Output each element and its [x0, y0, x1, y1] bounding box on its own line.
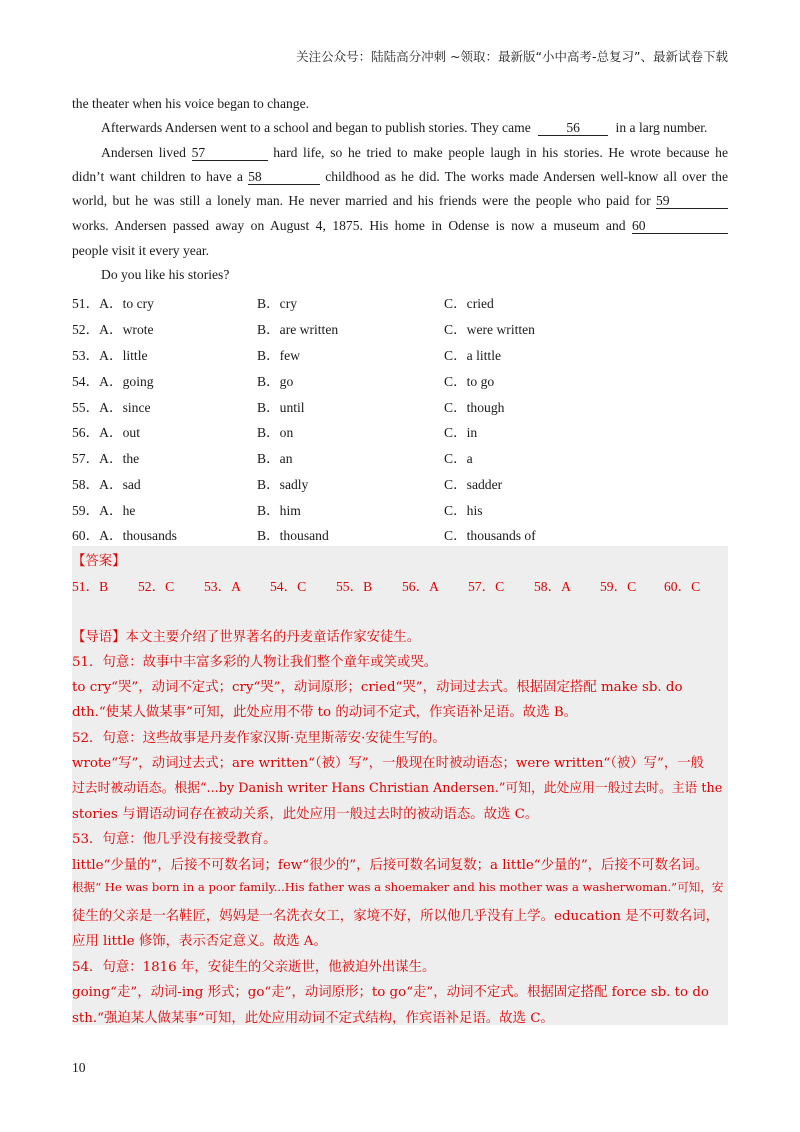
option-a: 55．A．since — [72, 400, 151, 415]
option-b: B．cry — [257, 296, 298, 311]
option-c: C．were written — [444, 322, 535, 337]
passage-line — [72, 218, 728, 234]
option-c: C．thousands of — [444, 528, 536, 543]
passage-line: people visit it every year. — [72, 243, 210, 258]
option-a: 59．A．he — [72, 503, 136, 518]
explanation-line: 52．句意：这些故事是丹麦作家汉斯·克里斯蒂安·安徒生写的。 — [72, 731, 446, 746]
option-a: 56．A．out — [72, 425, 140, 440]
explanation-line: sth.“强迫某人做某事”可知，此处应用动词不定式结构，作宾语补足语。故选 C。 — [72, 1011, 554, 1026]
explanation-line: 54．句意：1816 年，安徒生的父亲逝世，他被迫外出谋生。 — [72, 960, 436, 975]
option-a: 54．A．going — [72, 374, 154, 389]
explanation-line: going“走”，动词-ing 形式；go“走”，动词原形；to go“走”，动词不定式。根据固定搭配 force sb. to do — [72, 985, 709, 1000]
option-b: B．go — [257, 374, 294, 389]
answer-item: 57．C — [468, 579, 505, 594]
option-b: B．are written — [257, 322, 339, 337]
explanation-line: 徒生的父亲是一名鞋匠，妈妈是一名洗衣女工，家境不好，所以他几乎没有上学。education 是不可数名词， — [72, 909, 720, 924]
passage-text: Andersen lived — [101, 145, 186, 160]
passage-line — [72, 169, 728, 185]
option-c: C．a — [444, 451, 473, 466]
explanation-line: 53．句意：他几乎没有接受教育。 — [72, 832, 277, 847]
explanation-intro: 【导语】本文主要介绍了世界著名的丹麦童话作家安徒生。 — [72, 630, 421, 645]
explanation-line: dth.“使某人做某事”可知，此处应用不带 to 的动词不定式，作宾语补足语。故选 B。 — [72, 705, 578, 720]
answer-item: 56．A — [402, 579, 440, 594]
option-b: B．on — [257, 425, 294, 440]
passage-text: hard life, so he tried to make people laugh in his stories. He wrote because he — [273, 145, 728, 160]
option-b: B．him — [257, 503, 301, 518]
answer-item: 59．C — [600, 579, 637, 594]
explanation-line: to cry“哭”，动词不定式；cry“哭”，动词原形；cried“哭”，动词过去式。根据固定搭配 make sb. do — [72, 680, 683, 695]
passage-line: the theater when his voice began to change. — [72, 96, 310, 111]
answer-heading: 【答案】 — [72, 554, 126, 569]
answer-item: 52．C — [138, 579, 175, 594]
option-a: 57．A．the — [72, 451, 140, 466]
passage-text: didn’t want children to have a — [72, 169, 243, 184]
passage-line — [101, 145, 728, 161]
explanation-line: 过去时被动语态。根据“...by Danish writer Hans Christian Andersen.”可知，此处应用一般过去时。主语 the — [72, 781, 723, 796]
option-b: B．sadly — [257, 477, 309, 492]
option-a: 60．A．thousands — [72, 528, 177, 543]
option-c: C．cried — [444, 296, 494, 311]
option-b: B．thousand — [257, 528, 329, 543]
option-c: C．though — [444, 400, 505, 415]
option-b: B．few — [257, 348, 301, 363]
blank-58: 58 — [248, 170, 320, 185]
answer-item: 54．C — [270, 579, 307, 594]
passage-line: Do you like his stories? — [101, 267, 230, 282]
blank-57: 57 — [192, 146, 268, 161]
explanation-line: 应用 little 修饰，表示否定意义。故选 A。 — [72, 934, 327, 949]
option-c: C．a little — [444, 348, 502, 363]
page-number: 10 — [72, 1060, 86, 1075]
answer-item: 55．B — [336, 579, 373, 594]
answer-item: 51．B — [72, 579, 109, 594]
explanation-line: stories 与谓语动词存在被动关系，此处应用一般过去时的被动语态。故选 C。 — [72, 807, 539, 822]
passage-text: childhood as he did. The works made Andersen well-know all over the — [325, 169, 728, 184]
blank-59: 59 — [656, 194, 728, 209]
passage-text: Afterwards Andersen went to a school and began to publish stories. They came — [101, 120, 531, 135]
explanation-line: little“少量的”，后接不可数名词；few“很少的”，后接可数名词复数；a little“少量的”，后接不可数名词。 — [72, 858, 709, 873]
option-c: C．to go — [444, 374, 495, 389]
explanation-line: wrote“写”，动词过去式；are written“（被）写”，一般现在时被动语态；were written“（被）写”，一般 — [72, 756, 705, 771]
blank-60: 60 — [632, 219, 728, 234]
option-a: 51．A．to cry — [72, 296, 154, 311]
blank-56: 56 — [538, 121, 608, 136]
option-a: 53．A．little — [72, 348, 148, 363]
passage-text: world, but he was still a lonely man. He never married and his friends were the people who paid for — [72, 193, 651, 208]
passage-text: works. Andersen passed away on August 4, 1875. His home in Odense is now a museum and — [72, 218, 626, 233]
option-a: 52．A．wrote — [72, 322, 154, 337]
option-c: C．in — [444, 425, 478, 440]
option-c: C．his — [444, 503, 483, 518]
answer-item: 58．A — [534, 579, 572, 594]
passage-line — [72, 193, 728, 209]
passage-line — [101, 120, 707, 136]
answer-item: 53．A — [204, 579, 242, 594]
explanation-line: 根据“ He was born in a poor family...His father was a shoemaker and his mother was a washerwoman.”可知，安 — [72, 880, 724, 894]
explanation-line: 51．句意：故事中丰富多彩的人物让我们整个童年或笑或哭。 — [72, 655, 438, 670]
option-b: B．an — [257, 451, 293, 466]
answer-item: 60．C — [664, 579, 701, 594]
page-header: 关注公众号：陆陆高分冲刺 ~领取：最新版“小中高考-总复习”、最新试卷下载 — [296, 49, 728, 64]
option-c: C．sadder — [444, 477, 503, 492]
option-a: 58．A．sad — [72, 477, 141, 492]
option-b: B．until — [257, 400, 305, 415]
passage-text: in a larg number. — [615, 120, 708, 135]
